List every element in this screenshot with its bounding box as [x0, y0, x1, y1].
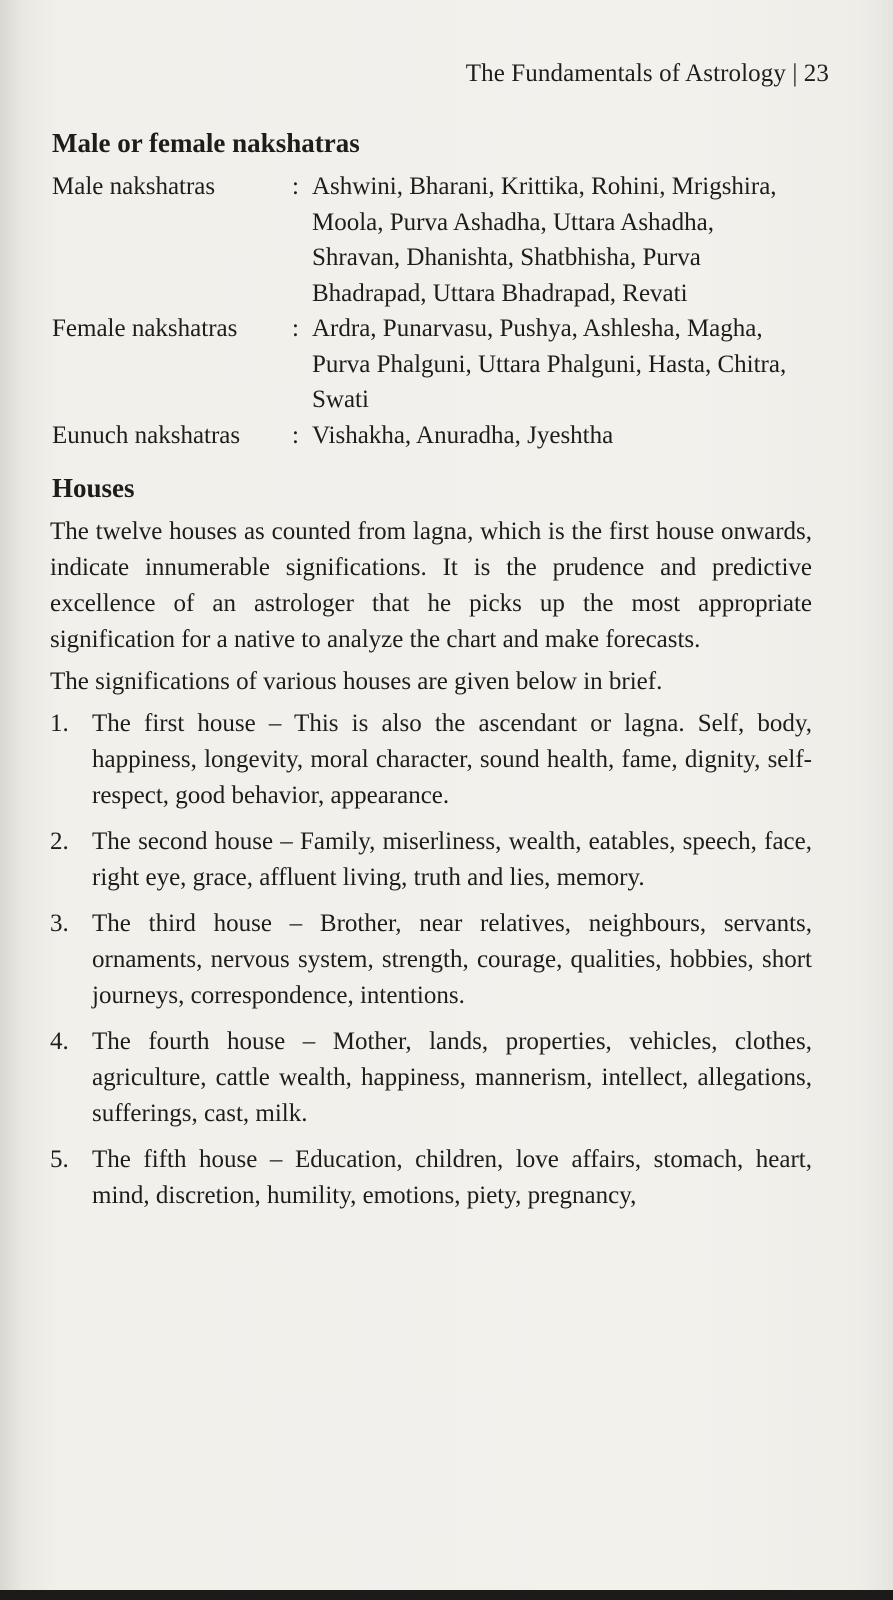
- list-item-text: The third house – Brother, near relatives, neighbours, servants, ornaments, nervous system, strength, courage, qualities, hobbies, short journeys, correspondence, intentions.: [92, 910, 812, 1009]
- nakshatra-row-male: [52, 169, 812, 311]
- list-item: [50, 706, 812, 814]
- houses-intro-paragraph: The twelve houses as counted from lagna, which is the first house onwards, indicate innumerable significations. It is the prudence and predictive excellence of an astrologer that he picks up the most appropriate signification for a native to analyze the chart and make forecasts.: [50, 518, 812, 653]
- list-item-text: The first house – This is also the ascendant or lagna. Self, body, happiness, longevity, moral character, sound health, fame, dignity, self-respect, good behavior, appearance.: [92, 710, 812, 809]
- houses-list: [50, 706, 812, 1214]
- nakshatra-values: Ardra, Punarvasu, Pushya, Ashlesha, Magha, Purva Phalguni, Uttara Phalguni, Hasta, Chitra, Swati: [312, 315, 787, 413]
- list-item: [50, 1142, 812, 1214]
- list-item-text: The fifth house – Education, children, love affairs, stomach, heart, mind, discretion, humility, emotions, piety, pregnancy,: [92, 1146, 812, 1209]
- list-item-number: 1.: [50, 710, 69, 737]
- nakshatras-heading: Male or female nakshatras: [52, 128, 360, 158]
- list-item-number: 5.: [50, 1146, 69, 1173]
- list-item-text: The fourth house – Mother, lands, properties, vehicles, clothes, agriculture, cattle wealth, happiness, mannerism, intellect, allegations, sufferings, cast, milk.: [92, 1028, 812, 1127]
- nakshatra-values: Ashwini, Bharani, Krittika, Rohini, Mrigshira, Moola, Purva Ashadha, Uttara Ashadha, Shravan, Dhanishta, Shatbhisha, Purva Bhadrapad, Uttara Bhadrapad, Revati: [312, 173, 777, 307]
- nakshatra-label: Eunuch nakshatras: [52, 421, 241, 449]
- houses-heading: Houses: [52, 473, 135, 503]
- nakshatra-colon: :: [292, 173, 299, 200]
- page-content: [50, 128, 812, 1224]
- list-item: [50, 906, 812, 1014]
- nakshatra-row-female: [52, 311, 812, 418]
- nakshatra-colon: :: [292, 315, 299, 342]
- houses-lead-paragraph: The significations of various houses are given below in brief.: [50, 668, 663, 695]
- bottom-edge-shadow: [0, 1590, 893, 1600]
- list-item-number: 3.: [50, 910, 69, 937]
- nakshatra-label: Female nakshatras: [52, 315, 238, 342]
- nakshatra-values: Vishakha, Anuradha, Jyeshtha: [312, 421, 614, 449]
- list-item: [50, 1024, 812, 1132]
- list-item: [50, 824, 812, 896]
- nakshatra-row-eunuch: [52, 418, 812, 454]
- list-item-text: The second house – Family, miserliness, wealth, eatables, speech, face, right eye, grace, affluent living, truth and lies, memory.: [92, 828, 812, 891]
- running-head: The Fundamentals of Astrology | 23: [465, 60, 829, 87]
- nakshatra-label: Male nakshatras: [52, 173, 216, 200]
- list-item-number: 4.: [50, 1028, 69, 1055]
- list-item-number: 2.: [50, 828, 69, 855]
- nakshatra-colon: :: [292, 421, 299, 449]
